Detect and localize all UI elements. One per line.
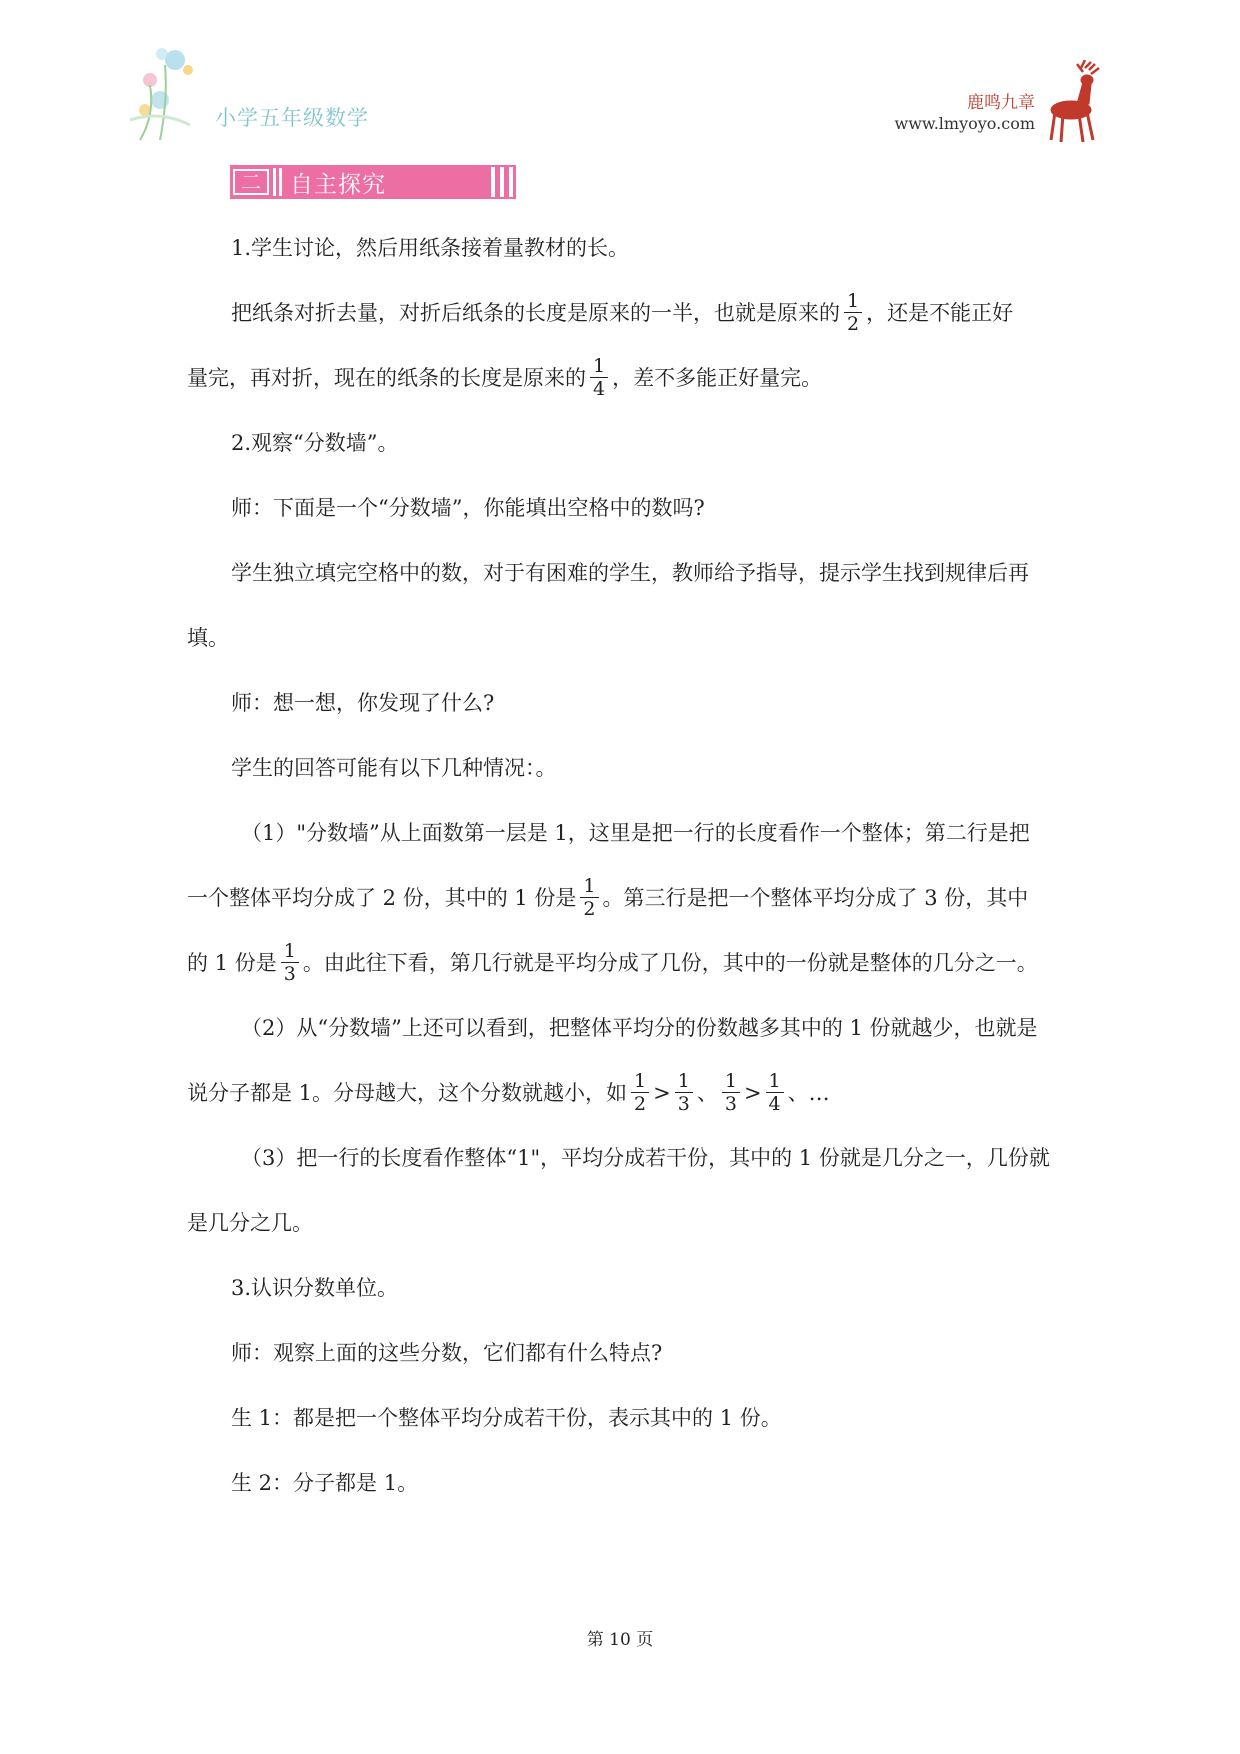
document-body <box>187 225 1057 1525</box>
paragraph: 的 1 份是 $\frac{1}{3}$ 。由此往下看，第几行就是平均分成了几份，其中的一份就是整体的几分之一。 <box>187 940 1038 985</box>
paragraph: 2.观察“分数墙”。 <box>231 431 399 455</box>
paragraph: 一个整体平均分成了 2 份，其中的 1 份是 $\frac{1}{2}$ 。第三行是把一个整体平均分成了 3 份，其中 <box>187 875 1029 920</box>
fraction: $\frac{1}{3}$ <box>675 1070 693 1115</box>
banner-tail <box>491 167 513 197</box>
header-brand <box>895 60 1125 150</box>
fraction: $\frac{1}{2}$ <box>844 290 862 335</box>
banner-divider <box>279 168 282 196</box>
deer-logo-icon <box>1033 60 1113 145</box>
paragraph: 说分子都是 1。分母越大，这个分数就越小，如 $\frac{1}{2}$ > $\frac{1}{3}$ 、 $\frac{1}{3}$ > $\frac{1}{4}$ 、… <box>187 1070 830 1115</box>
section-title: 自主探究 <box>290 171 386 198</box>
paragraph: 量完，再对折，现在的纸条的长度是原来的 $\frac{1}{4}$ ，差不多能正好量完。 <box>187 355 823 400</box>
fraction: $\frac{1}{2}$ <box>580 875 598 920</box>
fraction: $\frac{1}{4}$ <box>590 355 608 400</box>
paragraph: 师：下面是一个“分数墙”，你能填出空格中的数吗? <box>231 496 705 520</box>
brand-name: 鹿鸣九章 <box>967 93 1035 113</box>
paragraph: （3）把一行的长度看作整体“1"，平均分成若干份，其中的 1 份就是几分之一，几份就 <box>241 1146 1050 1170</box>
paragraph: 师：观察上面的这些分数，它们都有什么特点? <box>231 1341 663 1365</box>
paragraph: 学生的回答可能有以下几种情况：。 <box>231 756 557 780</box>
page-number: 第 10 页 <box>586 1630 654 1650</box>
paragraph: 生 1：都是把一个整体平均分成若干份，表示其中的 1 份。 <box>231 1406 782 1430</box>
paragraph: 1.学生讨论，然后用纸条接着量教材的长。 <box>231 236 630 260</box>
fraction: $\frac{1}{3}$ <box>722 1070 740 1115</box>
header-logo <box>120 40 380 160</box>
section-banner <box>230 165 516 199</box>
paragraph: （1）"分数墙”从上面数第一层是 1，这里是把一行的长度看作一个整体；第二行是把 <box>241 821 1030 845</box>
paragraph: 是几分之几。 <box>187 1211 313 1235</box>
flower-decoration-icon <box>120 40 240 150</box>
paragraph: 填。 <box>187 626 229 650</box>
fraction: $\frac{1}{2}$ <box>631 1070 649 1115</box>
paragraph: 生 2：分子都是 1。 <box>231 1471 419 1495</box>
paragraph: 3.认识分数单位。 <box>231 1276 399 1300</box>
paragraph: （2）从“分数墙”上还可以看到，把整体平均分的份数越多其中的 1 份就越少，也就是 <box>241 1016 1038 1040</box>
fraction: $\frac{1}{3}$ <box>281 940 299 985</box>
brand-url: www.lmyoyo.com <box>894 114 1035 133</box>
fraction: $\frac{1}{4}$ <box>766 1070 784 1115</box>
paragraph: 学生独立填完空格中的数，对于有困难的学生，教师给予指导，提示学生找到规律后再 <box>231 561 1029 585</box>
paragraph: 把纸条对折去量，对折后纸条的长度是原来的一半，也就是原来的 $\frac{1}{2}$ ，还是不能正好 <box>231 290 1014 335</box>
subject-title: 小学五年级数学 <box>215 106 369 130</box>
section-number: 二 <box>233 169 269 195</box>
banner-divider <box>273 168 276 196</box>
paragraph: 师：想一想，你发现了什么? <box>231 691 495 715</box>
